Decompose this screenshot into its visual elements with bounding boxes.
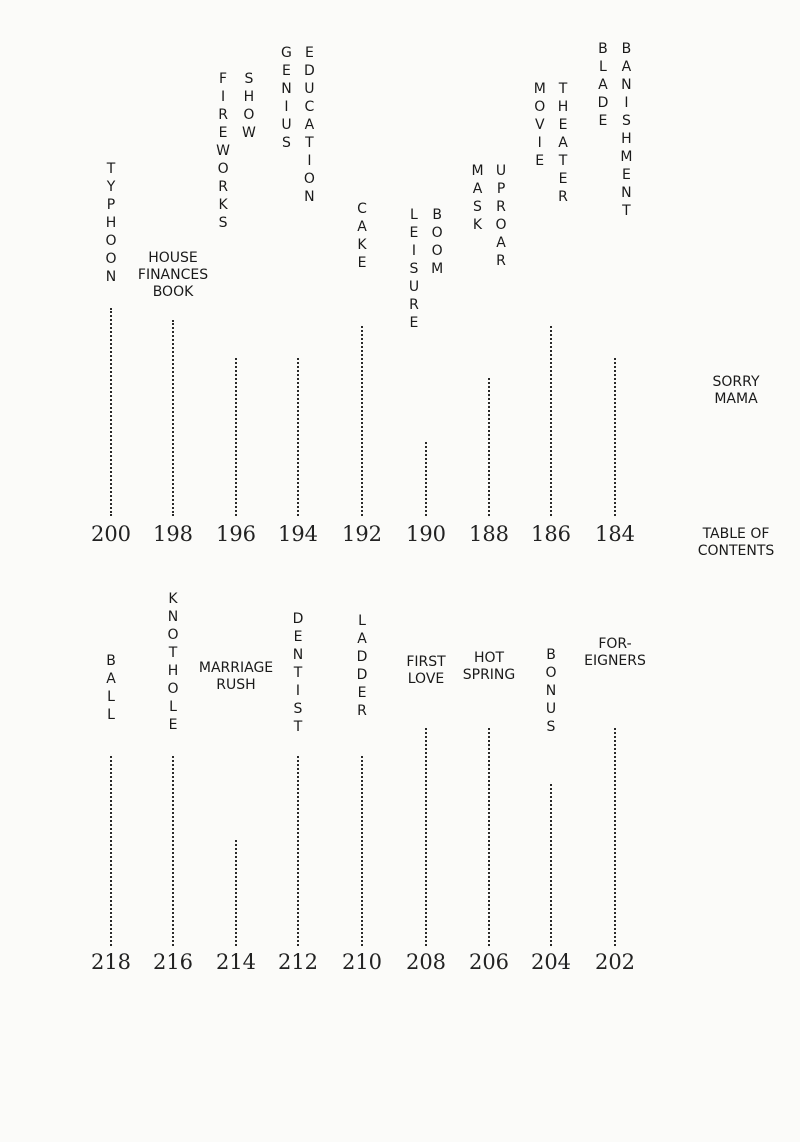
- top-row-title-word: S H O W: [242, 71, 256, 141]
- bottom-row-dot-leader: [297, 756, 299, 946]
- bottom-row-title-line: LOVE: [407, 671, 445, 687]
- top-row-entry-title: [409, 206, 443, 332]
- top-row-title-word: M O V I E: [533, 81, 546, 169]
- bottom-row-entry-title: [199, 660, 273, 694]
- top-row-title-word: C A K E: [357, 201, 367, 271]
- top-row-dot-leader: [550, 326, 552, 516]
- top-row-title-word: E D U C A T I O N: [303, 45, 315, 205]
- top-row-title-word: T H E A T E R: [557, 81, 569, 205]
- bottom-row-dot-leader: [172, 756, 174, 946]
- bottom-row-entry-title: [406, 654, 445, 688]
- bottom-row-page-number: 216: [152, 950, 194, 974]
- bottom-row-title-word: B O N U S: [545, 647, 557, 735]
- bottom-row-page-number: 218: [90, 950, 132, 974]
- bottom-row-dot-leader: [488, 728, 490, 946]
- top-row-page-number: 196: [215, 522, 257, 546]
- top-row-title-word: B A N I S H M E N T: [620, 41, 633, 219]
- top-row-title-word: F I R E W O R K S: [216, 71, 230, 231]
- bottom-row-dot-leader: [550, 784, 552, 946]
- side-title: [712, 374, 759, 408]
- bottom-row-page-number: 210: [341, 950, 383, 974]
- bottom-row-page-number: 208: [405, 950, 447, 974]
- bottom-row-entry-title: [293, 610, 304, 736]
- top-row-entry-title: [138, 250, 208, 301]
- bottom-row-title-word: B A L L: [106, 653, 116, 723]
- top-row-title-line: BOOK: [152, 284, 194, 300]
- top-row-page-number: 192: [341, 522, 383, 546]
- top-row-title-line: HOUSE: [148, 250, 198, 266]
- top-row-dot-leader: [361, 326, 363, 516]
- bottom-row-dot-leader: [361, 756, 363, 946]
- top-row-title-word: L E I S U R E: [408, 207, 420, 331]
- top-row-entry-title: [534, 80, 569, 206]
- top-row-entry-title: [281, 44, 315, 206]
- top-row-entry-title: [216, 70, 256, 232]
- top-row-dot-leader: [235, 358, 237, 516]
- bottom-row-entry-title: [106, 652, 116, 724]
- top-row-page-number: 188: [468, 522, 510, 546]
- bottom-row-entry-title: [357, 612, 368, 720]
- top-row-dot-leader: [297, 358, 299, 516]
- top-row-page-number: 200: [90, 522, 132, 546]
- bottom-row-title-line: FIRST: [406, 654, 446, 670]
- side-title-line-1: SORRY: [712, 374, 760, 390]
- bottom-row-page-number: 202: [594, 950, 636, 974]
- bottom-row-title-line: FOR-: [598, 636, 632, 652]
- top-row-page-number: 198: [152, 522, 194, 546]
- bottom-row-title-line: RUSH: [216, 677, 256, 693]
- bottom-row-entry-title: [545, 646, 556, 736]
- top-row-entry-title: [105, 160, 116, 286]
- bottom-row-dot-leader: [425, 728, 427, 946]
- bottom-row-dot-leader: [614, 728, 616, 946]
- bottom-row-page-number: 212: [277, 950, 319, 974]
- top-row-entry-title: [357, 200, 367, 272]
- top-row-page-number: 194: [277, 522, 319, 546]
- top-row-dot-leader: [425, 442, 427, 516]
- top-row-page-number: 190: [405, 522, 447, 546]
- top-row-entry-title: [471, 162, 506, 270]
- bottom-row-title-word: L A D D E R: [356, 613, 368, 719]
- bottom-row-page-number: 214: [215, 950, 257, 974]
- bottom-row-title-line: HOT: [473, 650, 505, 666]
- top-row-page-number: 186: [530, 522, 572, 546]
- bottom-row-page-number: 204: [530, 950, 572, 974]
- top-row-title-word: G E N I U S: [281, 45, 292, 151]
- top-row-title-word: B L A D E: [597, 41, 609, 129]
- top-row-title-word: M A S K: [471, 163, 484, 233]
- toc-heading-line-2: CONTENTS: [697, 543, 775, 559]
- bottom-row-page-number: 206: [468, 950, 510, 974]
- bottom-row-title-line: EIGNERS: [584, 653, 646, 669]
- bottom-row-title-line: MARRIAGE: [198, 660, 274, 676]
- top-row-dot-leader: [614, 358, 616, 516]
- bottom-row-title-word: D E N T I S T: [292, 611, 304, 735]
- side-title-line-2: MAMA: [714, 391, 758, 407]
- bottom-row-entry-title: [167, 590, 178, 734]
- toc-heading-line-1: TABLE OF: [702, 526, 770, 542]
- bottom-row-dot-leader: [110, 756, 112, 946]
- top-row-title-word: T Y P H O O N: [105, 161, 117, 285]
- toc-heading: [698, 526, 775, 560]
- top-row-dot-leader: [110, 308, 112, 516]
- top-row-title-line: FINANCES: [137, 267, 209, 283]
- top-row-page-number: 184: [594, 522, 636, 546]
- top-row-dot-leader: [172, 320, 174, 516]
- bottom-row-title-word: K N O T H O L E: [167, 591, 179, 733]
- top-row-entry-title: [598, 40, 633, 220]
- bottom-row-title-line: SPRING: [462, 667, 516, 683]
- top-row-title-word: B O O M: [431, 207, 444, 277]
- bottom-row-entry-title: [463, 650, 516, 684]
- bottom-row-dot-leader: [235, 840, 237, 946]
- top-row-title-word: U P R O A R: [495, 163, 507, 269]
- top-row-dot-leader: [488, 378, 490, 516]
- bottom-row-entry-title: [584, 636, 646, 670]
